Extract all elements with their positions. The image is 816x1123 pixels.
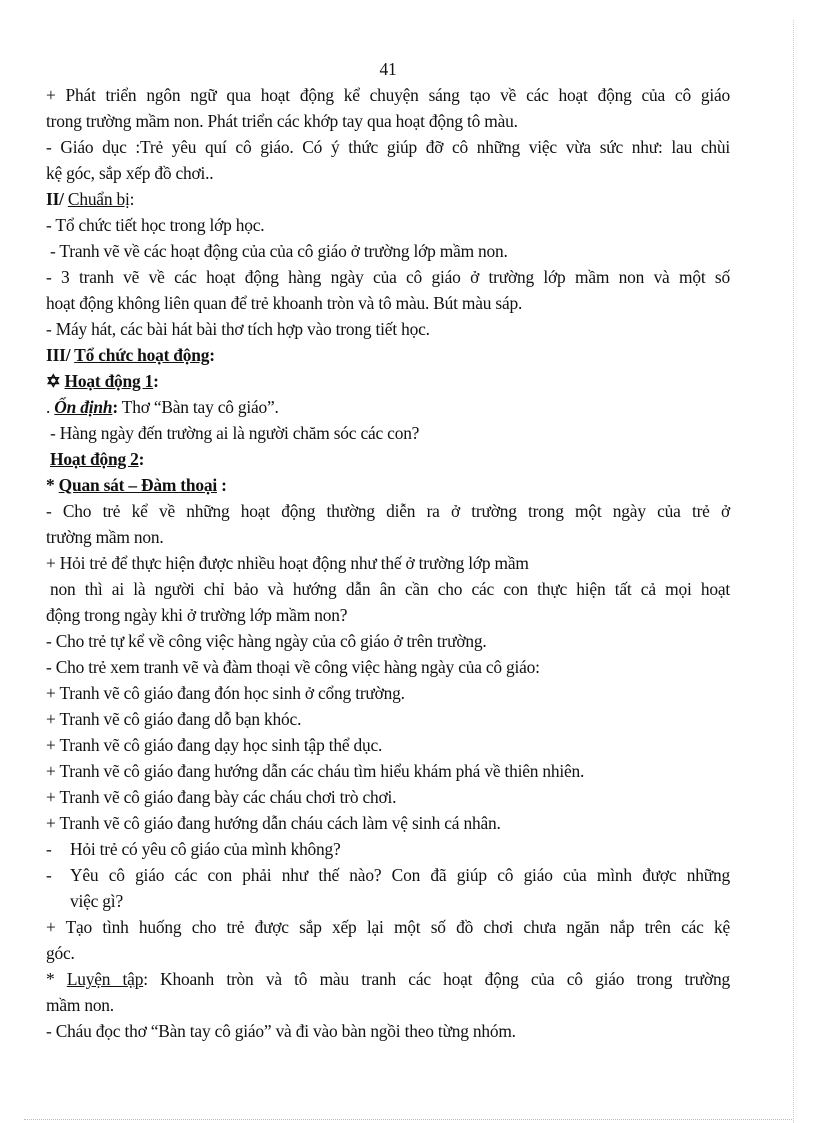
section-number: III/ [46,345,75,365]
text-line: kệ góc, sắp xếp đồ chơi.. [46,163,214,183]
section-colon: : [129,189,135,209]
on-dinh-text: Thơ “Bàn tay cô giáo”. [117,397,279,417]
section-colon: : [209,345,215,365]
text-line: + Tranh vẽ cô giáo đang hướng dẫn các cháu tìm hiểu khám phá về thiên nhiên. [46,761,585,781]
practice-title: Luyện tập [66,969,144,989]
star-marker: * [46,969,67,989]
dash-marker: - [46,839,52,859]
text-line: trong trường mầm non. Phát triển các khớp tay qua hoạt động tô màu. [46,111,518,131]
section-number: II/ [46,189,68,209]
text-line: - Cháu đọc thơ “Bàn tay cô giáo” và đi vào bàn ngồi theo từng nhóm. [46,1021,516,1041]
text-line: + Phát triển ngôn ngữ qua hoạt động kể chuyện sáng tạo về các hoạt động của cô giáo [46,85,730,105]
text-line: + Tranh vẽ cô giáo đang dỗ bạn khóc. [46,709,302,729]
page-bottom-rule [24,1119,792,1120]
text-line: động trong ngày khi ở trường lớp mầm non? [46,605,348,625]
page-margin-rule [793,20,794,1123]
text-line: + Tranh vẽ cô giáo đang hướng dẫn cháu cách làm vệ sinh cá nhân. [46,813,501,833]
dash-list-item [46,836,730,862]
section-heading-activities [46,342,730,368]
on-dinh-colon: : [112,397,118,417]
activity-2-heading [46,446,730,472]
on-dinh-label: Ổn định [54,397,113,417]
text-line: - Cho trẻ tự kể về công việc hàng ngày của cô giáo ở trên trường. [46,631,487,651]
text-line: hoạt động không liên quan để trẻ khoanh tròn và tô màu. Bút màu sáp. [46,293,523,313]
text-line: + Tạo tình huống cho trẻ được sắp xếp lại một số đồ chơi chưa ngăn nắp trên các kệ [46,917,730,937]
text-line: non thì ai là người chỉ bảo và hướng dẫn ân cần cho các con thực hiện tất cả mọi hoạt [50,579,730,599]
activity-colon: : [138,449,145,469]
dash-item-text: Hỏi trẻ có yêu cô giáo của mình không? [70,839,341,859]
observation-heading [46,472,730,498]
text-line: + Tranh vẽ cô giáo đang bày các cháu chơi trò chơi. [46,787,397,807]
observation-title: Quan sát – Đàm thoại [58,475,217,495]
document-page [46,56,730,1044]
activity-title: Hoạt động 2 [50,449,139,469]
dash-marker: - [46,865,52,885]
section-title: Chuẩn bị [67,189,130,209]
text-line: + Tranh vẽ cô giáo đang dạy học sinh tập thể dục. [46,735,383,755]
section-title: Tổ chức hoạt động [74,345,210,365]
star-bullet-icon: ✡ [46,371,65,391]
on-dinh-line [46,394,730,420]
text-line: - Tranh vẽ về các hoạt động của của cô giáo ở trường lớp mầm non. [50,241,508,261]
practice-text: : Khoanh tròn và tô màu tranh các hoạt động của cô giáo trong trường [143,969,730,989]
text-line: - Tổ chức tiết học trong lớp học. [46,215,265,235]
text-line: mầm non. [46,995,114,1015]
line-marker: . [46,397,55,417]
dash-item-text: Yêu cô giáo các con phải như thế nào? Con đã giúp cô giáo của mình được những [70,865,730,885]
text-line: - Hàng ngày đến trường ai là người chăm sóc các con? [50,423,420,443]
activity-colon: : [153,371,159,391]
dash-list-item [46,862,730,888]
observation-colon: : [217,475,227,495]
text-line: + Tranh vẽ cô giáo đang đón học sinh ở cổng trường. [46,683,405,703]
text-line: trường mầm non. [46,527,164,547]
text-line: + Hỏi trẻ để thực hiện được nhiều hoạt động như thế ở trường lớp mầm [46,553,529,573]
text-line: - Cho trẻ xem tranh vẽ và đàm thoại về công việc hàng ngày của cô giáo: [46,657,540,677]
activity-title: Hoạt động 1 [64,371,154,391]
text-line: - Máy hát, các bài hát bài thơ tích hợp vào trong tiết học. [46,319,430,339]
text-line: - Giáo dục :Trẻ yêu quí cô giáo. Có ý thức giúp đỡ cô những việc vừa sức như: lau chùi [46,137,730,157]
activity-1-heading [46,368,730,394]
text-line: góc. [46,943,75,963]
text-line: - 3 tranh vẽ về các hoạt động hàng ngày của cô giáo ở trường lớp mầm non và một số [46,267,730,287]
star-marker: * [46,475,59,495]
section-heading-preparation [46,186,730,212]
page-number: 41 [379,59,397,79]
dash-item-continuation: việc gì? [70,891,123,911]
text-line: - Cho trẻ kể về những hoạt động thường diễn ra ở trường trong một ngày của trẻ ở [46,501,730,521]
practice-line [46,966,730,992]
